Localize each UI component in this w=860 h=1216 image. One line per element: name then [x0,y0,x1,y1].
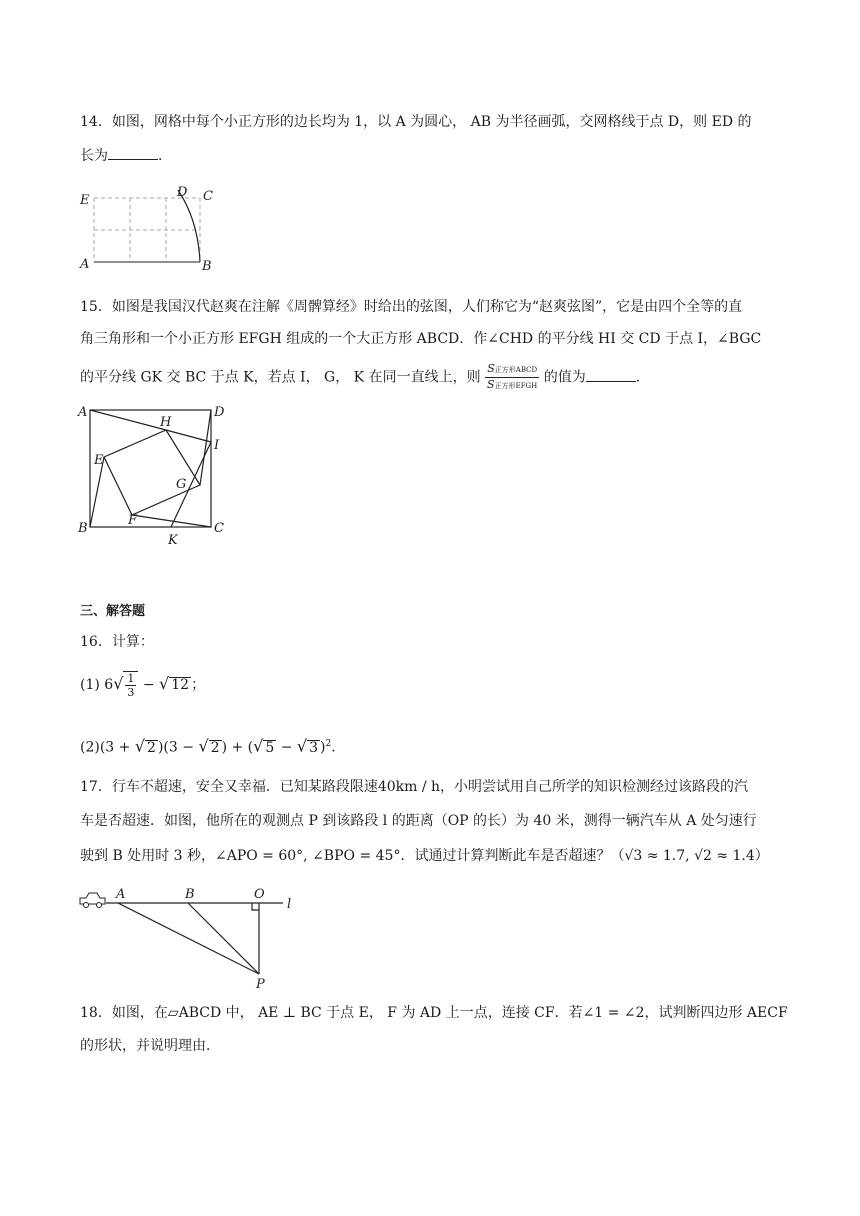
q15-label-K: K [168,533,178,548]
q15-label-F: F [128,513,138,528]
q18-line2: 的形状，并说明理由． [80,1038,220,1054]
q17-label-A: A [116,887,126,902]
q16-p1-minus: − [138,677,160,693]
q17-label-P: P [256,977,265,992]
q16-part2: (2)(3 + √ 2 )(3 − √ 2 ) + (√ 5 − √ 3 )$^2$． [80,736,346,756]
q14-label-E: E [80,193,90,208]
q15-frac-num: S [487,362,495,375]
q16-p1-num: 1 [127,671,135,685]
q15-line3-b: 的值为 [543,369,586,386]
q15-label-I: I [214,438,220,453]
q15-fraction [485,362,539,393]
q17-label-O: O [254,887,265,902]
q14-line1: 14．如图，网格中每个小正方形的边长均为 1，以 A 为圆心， AB 为半径画弧，交网格线于点 D，则 ED 的 [80,114,752,130]
q16-p1-den: 3 [127,685,135,699]
q17-line3: 驶到 B 处用时 3 秒，∠APO = 60°, ∠BPO = 45°．试通过计算判断此车是否超速？（√3 ≈ 1.7, √2 ≈ 1.4） [80,848,769,864]
q15-label-B: B [78,521,88,536]
q15-frac-num-sub: 正方形ABCD [494,366,538,374]
q16-p1-frac [125,672,136,699]
q15-line2: 角三角形和一个小正方形 EFGH 组成的一个大正方形 ABCD．作∠CHD 的平分线 HI 交 CD 于点 I，∠BGC [80,331,762,347]
q14-label-D: D [177,185,188,200]
q15-frac-den-sub: 正方形EFGH [494,382,538,390]
q14-figure [78,180,228,275]
q17-label-B: B [185,887,195,902]
q16-p1-prefix: (1) 6 [80,677,114,693]
q16-p2-rad3: 5 [265,739,275,756]
car-icon [80,893,105,908]
q16-part1: (1) 6√ $\frac{1}{3}$ − √ 12 ； [80,671,206,699]
q16-p2-e: ) [320,739,326,756]
q16-p2-rad4: 3 [309,739,319,756]
q16-p2-end: ． [331,739,346,756]
q15-line3-end: ． [635,369,650,386]
q14-line2 [80,145,172,166]
q14-line2-text: 长为 [80,148,108,164]
q15-label-A: A [78,405,88,420]
q15-label-C: C [214,521,224,536]
q16-p2-a: (3 + [99,739,135,756]
q17-label-l: l [287,897,292,912]
q18-line1: 18．如图，在▱ABCD 中， AE ⊥ BC 于点 E， F 为 AD 上一点，连接 CF．若∠1 = ∠2，试判断四边形 AECF [80,1005,788,1021]
q15-answer-blank [586,367,636,382]
q17-line1: 17．行车不超速，安全又幸福．已知某路段限速40km / h，小明尝试用自己所学的知识检测经过该路段的汽 [80,779,749,795]
q14-line2-end: ． [158,148,172,164]
q16-p2-d: − [276,739,297,756]
q15-label-E: E [94,453,104,468]
q15-label-D: D [214,405,225,420]
q16-title: 16．计算： [80,634,154,650]
q16-p2-rad1: 2 [147,739,156,756]
q15-frac-den: S [487,378,495,391]
q15-line1: 15．如图是我国汉代赵爽在注解《周髀算经》时给出的弦图，人们称它为“赵爽弦图”，它是由四个全等的直 [80,299,743,315]
q14-label-B: B [202,259,212,274]
q16-p1-rad: 12 [171,677,190,693]
q16-p2-exp: 2 [325,739,332,749]
q16-p2-c: ) + ( [221,739,254,756]
q16-p2-prefix: (2) [80,739,100,756]
q16-p2-b: )(3 − [157,739,199,756]
q14-label-A: A [80,257,90,272]
q17-figure [78,882,308,992]
q15-line3-a: 的平分线 GK 交 BC 于点 K，若点 I， G， K 在同一直线上，则 [80,369,481,386]
q15-figure [76,402,236,548]
q17-line2: 车是否超速．如图，他所在的观测点 P 到该路段 l 的距离（OP 的长）为 40 米，测得一辆汽车从 A 处匀速行 [80,813,757,829]
q15-label-H: H [160,415,172,430]
section-heading: 三、解答题 [80,604,146,619]
q16-p1-end: ； [191,677,206,693]
q15-label-G: G [176,477,187,492]
q14-answer-blank [108,145,158,160]
q14-label-C: C [203,189,213,204]
q15-line3 [80,362,650,393]
q16-p2-rad2: 2 [210,739,220,756]
